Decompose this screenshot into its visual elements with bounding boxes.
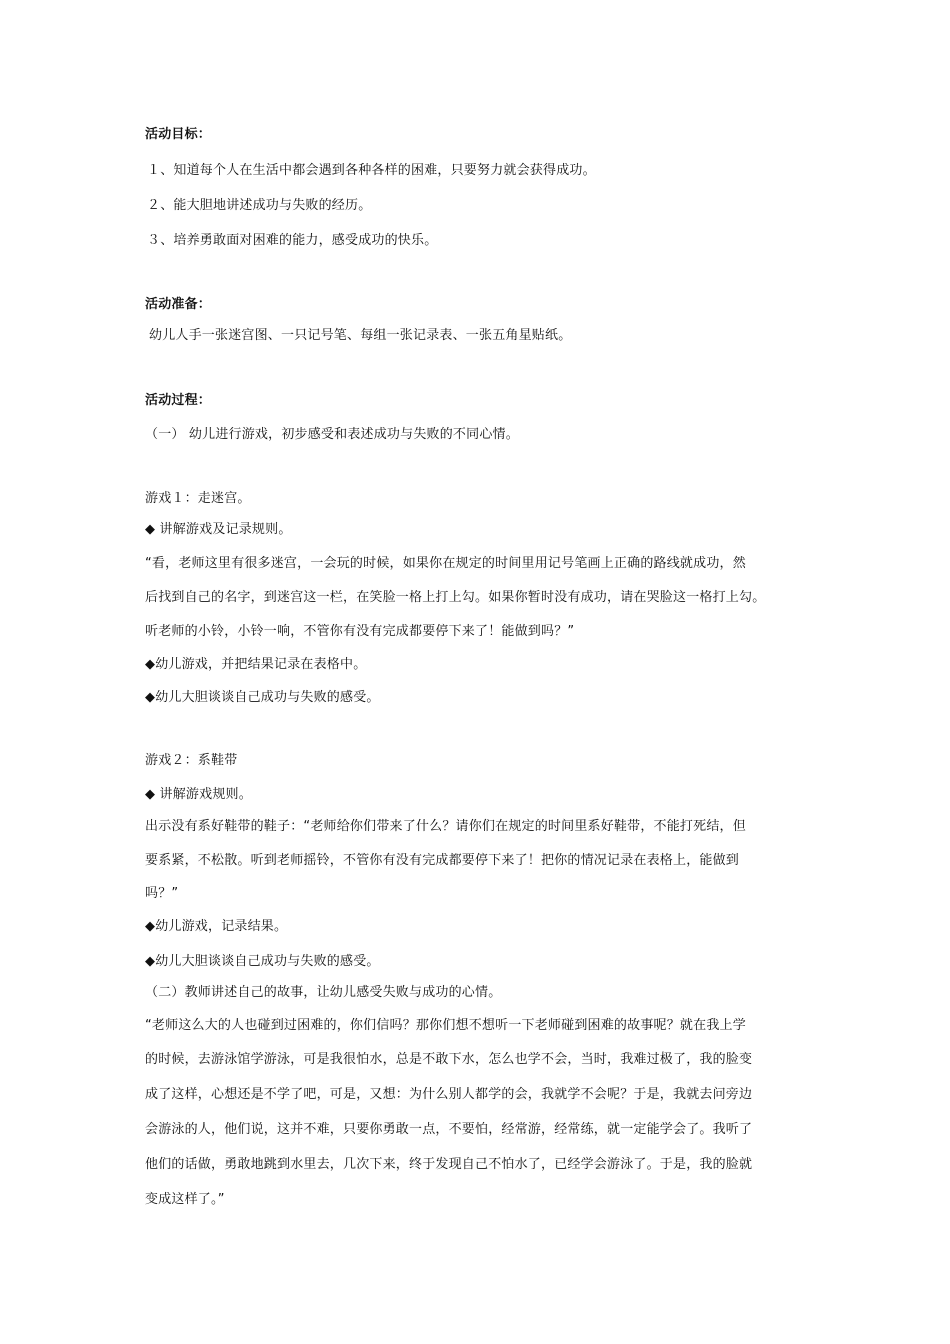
game-1-line-5: ◆幼儿游戏，并把结果记录在表格中。 bbox=[145, 657, 367, 672]
game-2-line-3: 要系紧，不松散。听到老师摇铃，不管你有没有完成都要停下来了！把你的情况记录在表格上，能做到 bbox=[145, 853, 740, 868]
story-line-6: 变成这样了。” bbox=[145, 1192, 225, 1207]
game-1-line-4: 听老师的小铃，小铃一响，不管你有没有完成都要停下来了！能做到吗？” bbox=[145, 624, 575, 639]
game-1-title: 游戏１：走迷宫。 bbox=[145, 491, 251, 506]
goals-heading: 活动目标： bbox=[145, 127, 212, 142]
story-line-2: 的时候，去游泳馆学游泳，可是我很怕水，总是不敢下水，怎么也学不会，当时，我难过极了，我的脸变 bbox=[145, 1052, 753, 1067]
goal-item-3: ３、培养勇敢面对困难的能力，感受成功的快乐。 bbox=[147, 233, 438, 248]
game-2-line-1: ◆ 讲解游戏规则。 bbox=[145, 787, 252, 802]
story-line-5: 他们的话做，勇敢地跳到水里去，几次下来，终于发现自己不怕水了，已经学会游泳了。于是，我的脸就 bbox=[145, 1157, 753, 1172]
game-2-line-4: 吗？” bbox=[145, 886, 179, 901]
game-2-title: 游戏２：系鞋带 bbox=[145, 753, 238, 768]
game-1-line-3: 后找到自己的名字，到迷宫这一栏，在笑脸一格上打上勾。如果你暂时没有成功，请在哭脸这一格打上勾。 bbox=[145, 590, 766, 605]
game-1-line-6: ◆幼儿大胆谈谈自己成功与失败的感受。 bbox=[145, 690, 380, 705]
game-2-line-2: 出示没有系好鞋带的鞋子：“老师给你们带来了什么？请你们在规定的时间里系好鞋带，不能打死结，但 bbox=[145, 819, 746, 834]
story-line-3: 成了这样，心想还是不学了吧，可是，又想：为什么别人都学的会，我就学不会呢？于是，我就去问旁边 bbox=[145, 1087, 753, 1102]
story-line-4: 会游泳的人，他们说，这并不难，只要你勇敢一点，不要怕，经常游，经常练，就一定能学会了。我听了 bbox=[145, 1122, 753, 1137]
game-1-line-1: ◆ 讲解游戏及记录规则。 bbox=[145, 522, 292, 537]
process-part-1: （一） 幼儿进行游戏，初步感受和表述成功与失败的不同心情。 bbox=[145, 427, 519, 442]
process-part-2-title: （二）教师讲述自己的故事，让幼儿感受失败与成功的心情。 bbox=[145, 985, 502, 1000]
game-1-line-2: “看，老师这里有很多迷宫，一会玩的时候，如果你在规定的时间里用记号笔画上正确的路线就成功，然 bbox=[145, 556, 746, 571]
story-line-1: “老师这么大的人也碰到过困难的，你们信吗？那你们想不想听一下老师碰到困难的故事呢？就在我上学 bbox=[145, 1018, 746, 1033]
preparation-text: 幼儿人手一张迷宫图、一只记号笔、每组一张记录表、一张五角星贴纸。 bbox=[149, 328, 572, 343]
goal-item-1: １、知道每个人在生活中都会遇到各种各样的困难，只要努力就会获得成功。 bbox=[147, 163, 596, 178]
game-2-line-6: ◆幼儿大胆谈谈自己成功与失败的感受。 bbox=[145, 954, 380, 969]
goal-item-2: ２、能大胆地讲述成功与失败的经历。 bbox=[147, 198, 372, 213]
game-2-line-5: ◆幼儿游戏，记录结果。 bbox=[145, 919, 288, 934]
process-heading: 活动过程： bbox=[145, 393, 212, 408]
preparation-heading: 活动准备： bbox=[145, 297, 212, 312]
